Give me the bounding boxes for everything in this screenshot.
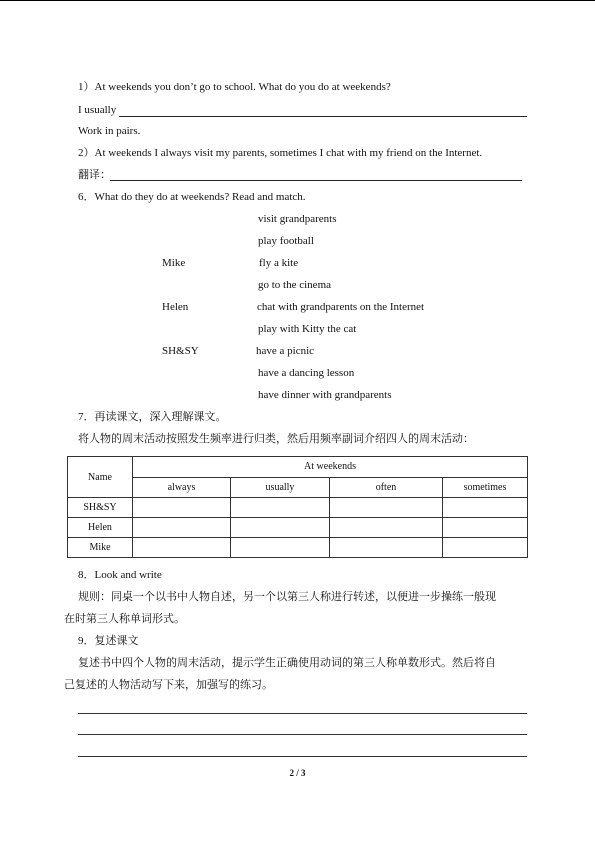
- activity-play-kitty: play with Kitty the cat: [258, 323, 357, 335]
- section8-rule-line1: 规则：同桌一个以书中人物自述，另一个以第三人称进行转述，以便进一步操练一般现: [78, 591, 496, 603]
- header-usually: usually: [231, 477, 330, 498]
- row-name-helen: Helen: [68, 518, 133, 538]
- table-cell[interactable]: [231, 538, 330, 558]
- activity-chat-internet: chat with grandparents on the Internet: [257, 301, 425, 313]
- q2-translate-line[interactable]: [110, 180, 522, 181]
- row-name-mike: Mike: [68, 538, 133, 558]
- activity-fly-kite: fly a kite: [259, 257, 299, 269]
- q2-prompt: 2）At weekends I always visit my parents, sometimes I chat with my friend on the Internet.: [78, 147, 483, 159]
- table-row: [68, 518, 528, 538]
- section8-rule-line2: 在时第三人称单词形式。: [64, 613, 185, 625]
- q2-translate-label: 翻译：: [78, 169, 111, 181]
- activity-picnic: have a picnic: [256, 345, 315, 357]
- activity-visit-grandparents: visit grandparents: [258, 213, 337, 225]
- q1-prompt: 1）At weekends you don’t go to school. What do you do at weekends?: [78, 81, 391, 93]
- person-shsy: SH&SY: [162, 345, 199, 357]
- header-at-weekends: At weekends: [133, 457, 528, 478]
- table-cell[interactable]: [443, 498, 528, 518]
- section8-title: 8．Look and write: [78, 569, 162, 581]
- pairs-instruction: Work in pairs.: [78, 125, 141, 137]
- header-sometimes: sometimes: [443, 477, 528, 498]
- table-cell[interactable]: [231, 518, 330, 538]
- header-name: Name: [68, 457, 133, 498]
- writing-line[interactable]: [78, 756, 527, 757]
- section9-title: 9．复述课文: [78, 635, 139, 647]
- writing-line[interactable]: [78, 713, 527, 714]
- section9-line2: 己复述的人物活动写下来，加强写的练习。: [64, 679, 273, 691]
- writing-line[interactable]: [78, 734, 527, 735]
- table-cell[interactable]: [330, 518, 443, 538]
- table-cell[interactable]: [231, 498, 330, 518]
- table-cell[interactable]: [133, 498, 231, 518]
- table-cell[interactable]: [443, 518, 528, 538]
- table-cell[interactable]: [330, 498, 443, 518]
- page-number: 2 / 3: [289, 768, 306, 778]
- table-cell[interactable]: [443, 538, 528, 558]
- table-row: [68, 538, 528, 558]
- table-row: [68, 498, 528, 518]
- frequency-table: [67, 456, 528, 558]
- table-cell[interactable]: [133, 518, 231, 538]
- top-border: [0, 0, 595, 1]
- header-always: always: [133, 477, 231, 498]
- table-cell[interactable]: [330, 538, 443, 558]
- activity-dinner: have dinner with grandparents: [258, 389, 392, 401]
- header-often: often: [330, 477, 443, 498]
- activity-go-cinema: go to the cinema: [258, 279, 332, 291]
- activity-dancing-lesson: have a dancing lesson: [258, 367, 355, 379]
- section6-title: 6．What do they do at weekends? Read and match.: [78, 191, 306, 203]
- person-mike: Mike: [162, 257, 186, 269]
- section7-instruction: 将人物的周末活动按照发生频率进行归类，然后用频率副词介绍四人的周末活动：: [78, 433, 474, 445]
- table-cell[interactable]: [133, 538, 231, 558]
- q1-answer-line[interactable]: [119, 116, 527, 117]
- q1-answer-prefix: I usually: [78, 104, 117, 116]
- section7-title: 7．再读课文，深入理解课文。: [78, 411, 227, 423]
- row-name-shsy: SH&SY: [68, 498, 133, 518]
- activity-play-football: play football: [258, 235, 314, 247]
- section9-line1: 复述书中四个人物的周末活动，提示学生正确使用动词的第三人称单数形式。然后将自: [78, 657, 496, 669]
- person-helen: Helen: [162, 301, 189, 313]
